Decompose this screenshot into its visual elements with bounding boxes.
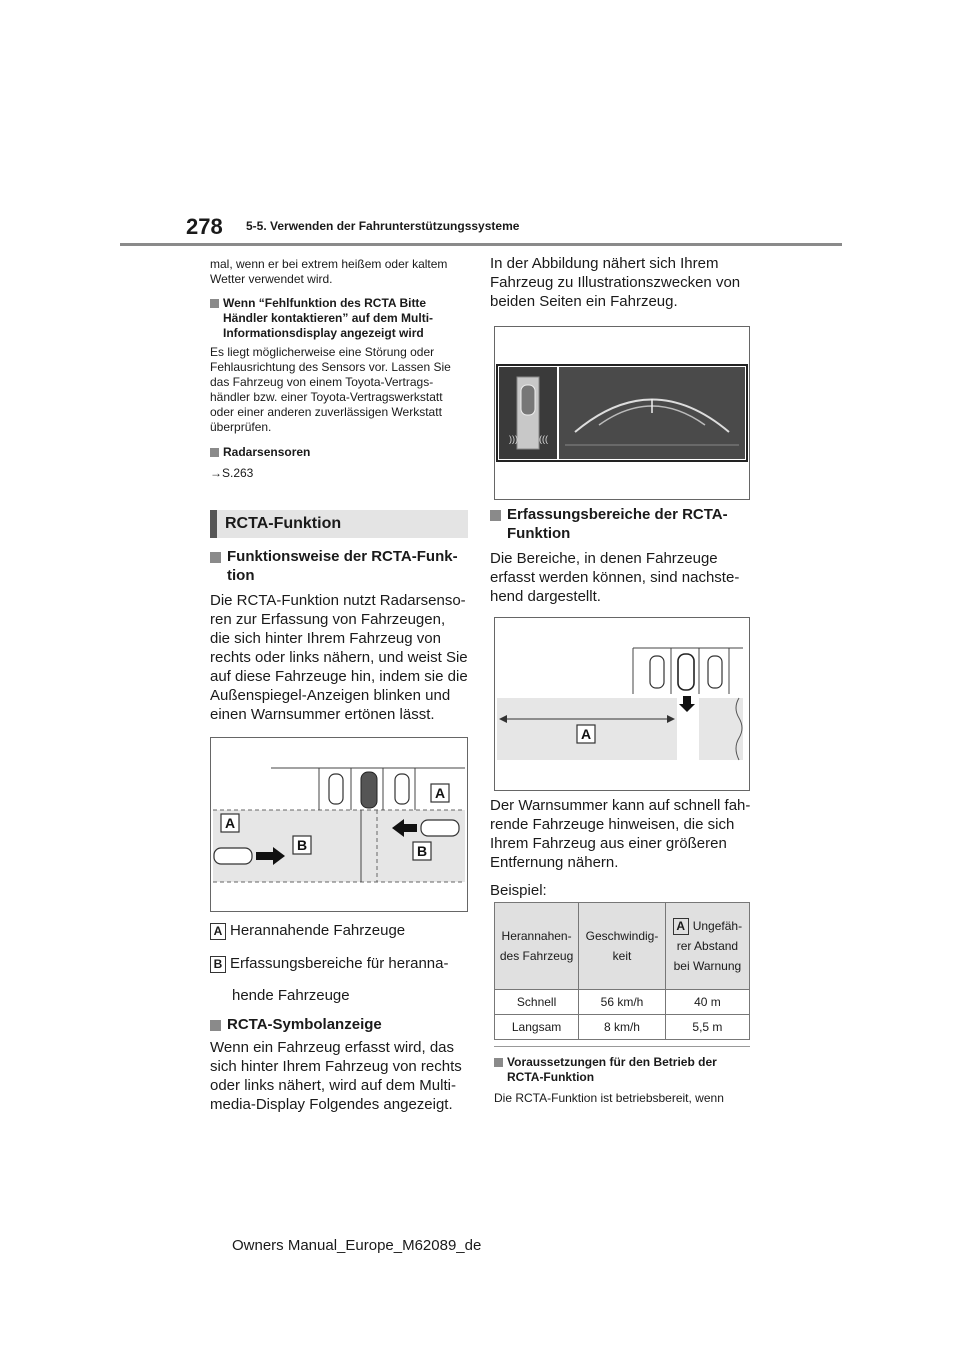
figure-label-b: B	[416, 843, 428, 859]
table-header-cell: Geschwindig- keit	[579, 903, 666, 990]
heading-funktionsweise: Funktionsweise der RCTA-Funk-tion	[210, 547, 468, 585]
heading-erfassungsbereiche: Erfassungsbereiche der RCTA-Funktion	[490, 505, 752, 543]
divider	[494, 1046, 750, 1047]
figure-multimedia-display	[494, 326, 750, 500]
table-row	[495, 1015, 750, 1040]
square-bullet-icon	[494, 1058, 503, 1067]
table-cell: 56 km/h	[579, 990, 666, 1015]
figure-parking-cross-traffic	[210, 737, 468, 912]
example-table	[494, 902, 750, 1040]
paragraph-voraussetzungen: Die RCTA-Funktion ist betriebsbereit, wenn	[494, 1091, 724, 1105]
header-rule	[120, 243, 842, 246]
paragraph-illustration: In der Abbildung nähert sich Ihrem Fahrzeug zu Illustrationszwecken von beiden Seiten ein Fahrzeug.	[490, 255, 741, 310]
square-bullet-icon	[490, 510, 501, 521]
paragraph-funktionsweise: Die RCTA-Funktion nutzt Radarsenso-ren zur Erfassung von Fahrzeugen, die sich hinter Ihrem Fahrzeug von rechts oder links nähern, und weist Sie auf diese Fahrzeuge hin, indem sie die Außenspiegel-Anzeigen blinken und einen Warnsummer ertönen lässt.	[210, 592, 468, 723]
reference-radar: →S.263	[210, 466, 254, 480]
page-number: 278	[186, 214, 223, 239]
intro-text: mal, wenn er bei extrem heißem oder kaltem Wetter verwendet wird.	[210, 257, 448, 286]
legend-item-b: B Erfassungsbereiche für heranna-	[210, 954, 468, 973]
paragraph-symbolanzeige: Wenn ein Fahrzeug erfasst wird, das sich hinter Ihrem Fahrzeug von rechts oder links nähert, wird auf dem Multi-media-Display Folgendes angezeigt.	[210, 1039, 462, 1113]
legend-key-a: A	[210, 923, 226, 940]
figure-detection-range	[494, 617, 750, 791]
heading-fehlfunktion: Wenn “Fehlfunktion des RCTA Bitte Händler kontaktieren” auf dem Multi-Informationsdisplay angezeigt wird	[210, 296, 468, 341]
beispiel-label: Beispiel:	[490, 882, 547, 899]
chapter-title: 5-5. Verwenden der Fahrunterstützungssysteme	[246, 219, 520, 233]
table-header-cell: Herannahen- des Fahrzeug	[495, 903, 579, 990]
paragraph-warnsummer: Der Warnsummer kann auf schnell fah-rende Fahrzeuge hinweisen, die sich Ihrem Fahrzeug aus einer größeren Entfernung nähern.	[490, 797, 751, 871]
table-cell: 8 km/h	[579, 1015, 666, 1040]
square-bullet-icon	[210, 552, 221, 563]
table-header-cell: A Ungefäh- rer Abstand bei Warnung	[665, 903, 749, 990]
arrow-down-icon	[679, 696, 695, 712]
square-bullet-icon	[210, 448, 219, 457]
table-header-row	[495, 903, 750, 990]
legend-key-b: B	[210, 956, 226, 973]
heading-symbolanzeige: RCTA-Symbolanzeige	[210, 1015, 468, 1034]
figure-label-a: A	[434, 785, 446, 801]
right-column-top	[490, 254, 752, 311]
legend-item-b-cont: hende Fahrzeuge	[232, 987, 350, 1004]
figure-legend	[210, 921, 468, 1114]
right-column-lower	[490, 796, 752, 900]
parking-illustration	[211, 738, 467, 911]
figure-label-a: A	[580, 726, 592, 742]
display-illustration	[495, 327, 749, 499]
heading-radarsensoren: Radarsensoren	[210, 445, 468, 460]
table-cell: Schnell	[495, 990, 579, 1015]
right-column-bottom	[494, 1055, 750, 1106]
figure-label-b: B	[296, 837, 308, 853]
table-cell: Langsam	[495, 1015, 579, 1040]
header-key-a: A	[673, 918, 689, 935]
paragraph-erfassungsbereiche: Die Bereiche, in denen Fahrzeuge erfasst werden können, sind nachste-hend dargestellt.	[490, 550, 740, 605]
svg-text:(((: (((	[539, 434, 548, 444]
footer-doc-id: Owners Manual_Europe_M62089_de	[232, 1237, 482, 1254]
left-column-top	[210, 257, 468, 481]
table-row	[495, 990, 750, 1015]
figure-label-a: A	[224, 815, 236, 831]
square-bullet-icon	[210, 299, 219, 308]
table-cell: 40 m	[665, 990, 749, 1015]
svg-text:))): )))	[509, 434, 518, 444]
paragraph-fehlfunktion: Es liegt möglicherweise eine Störung oder Fehlausrichtung des Sensors vor. Lassen Sie das Fahrzeug von einem Toyota-Vertrags-händler bzw. einer Toyota-Vertragswerkstatt oder einer anderen zuverlässigen Werkstatt überprüfen.	[210, 345, 451, 434]
detection-range-illustration	[495, 618, 749, 790]
table-cell: 5,5 m	[665, 1015, 749, 1040]
right-column-mid	[490, 505, 752, 606]
legend-item-a: A Herannahende Fahrzeuge	[210, 921, 468, 940]
square-bullet-icon	[210, 1020, 221, 1031]
heading-voraussetzungen: Voraussetzungen für den Betrieb der RCTA-Funktion	[494, 1055, 750, 1085]
left-column-mid	[210, 547, 468, 724]
section-title-rcta: RCTA-Funktion	[210, 510, 468, 538]
